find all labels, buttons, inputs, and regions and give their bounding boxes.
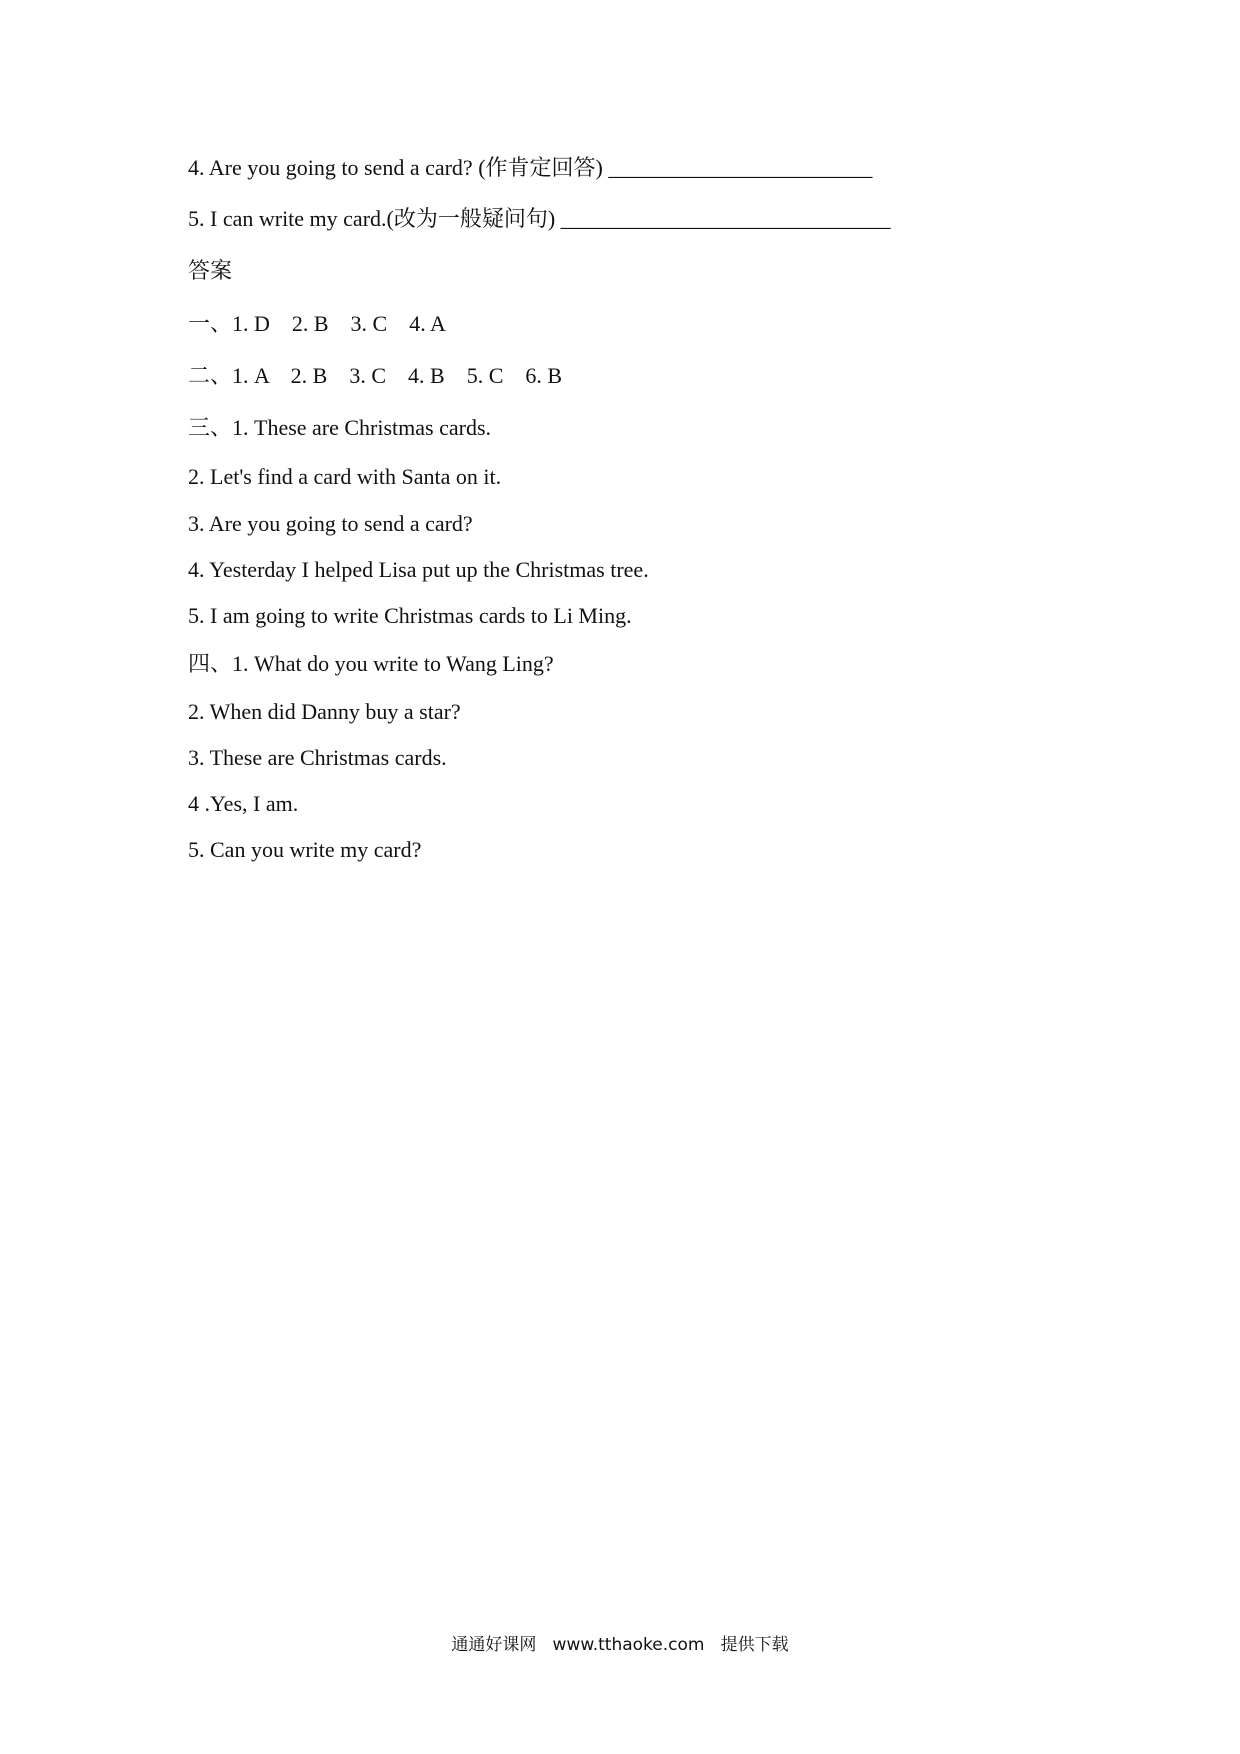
answer-section-3-item-2: 2. Let's find a card with Santa on it. <box>188 464 502 489</box>
question-5: 5. I can write my card.(改为一般疑问句) ______________________________ <box>188 206 891 231</box>
answer-section-2: 二、1. A 2. B 3. C 4. B 5. C 6. B <box>188 363 563 388</box>
answer-heading: 答案 <box>188 258 233 283</box>
answer-section-3-item-4: 4. Yesterday I helped Lisa put up the Christmas tree. <box>188 557 649 582</box>
answer-section-4-item-5: 5. Can you write my card? <box>188 837 422 862</box>
answer-section-3-item-1: 三、1. These are Christmas cards. <box>188 415 492 440</box>
page-footer: 通通好课网 www.tthaoke.com 提供下载 <box>451 1635 789 1655</box>
answer-section-4-item-2: 2. When did Danny buy a star? <box>188 699 461 724</box>
answer-section-3-item-3: 3. Are you going to send a card? <box>188 511 473 536</box>
answer-section-4-item-3: 3. These are Christmas cards. <box>188 745 447 770</box>
answer-section-4-item-4: 4 .Yes, I am. <box>188 791 299 816</box>
answer-section-1: 一、1. D 2. B 3. C 4. A <box>188 311 446 336</box>
answer-section-3-item-5: 5. I am going to write Christmas cards to Li Ming. <box>188 603 632 628</box>
question-4: 4. Are you going to send a card? (作肯定回答) ________________________ <box>188 155 873 180</box>
answer-section-4-item-1: 四、1. What do you write to Wang Ling? <box>188 651 554 676</box>
